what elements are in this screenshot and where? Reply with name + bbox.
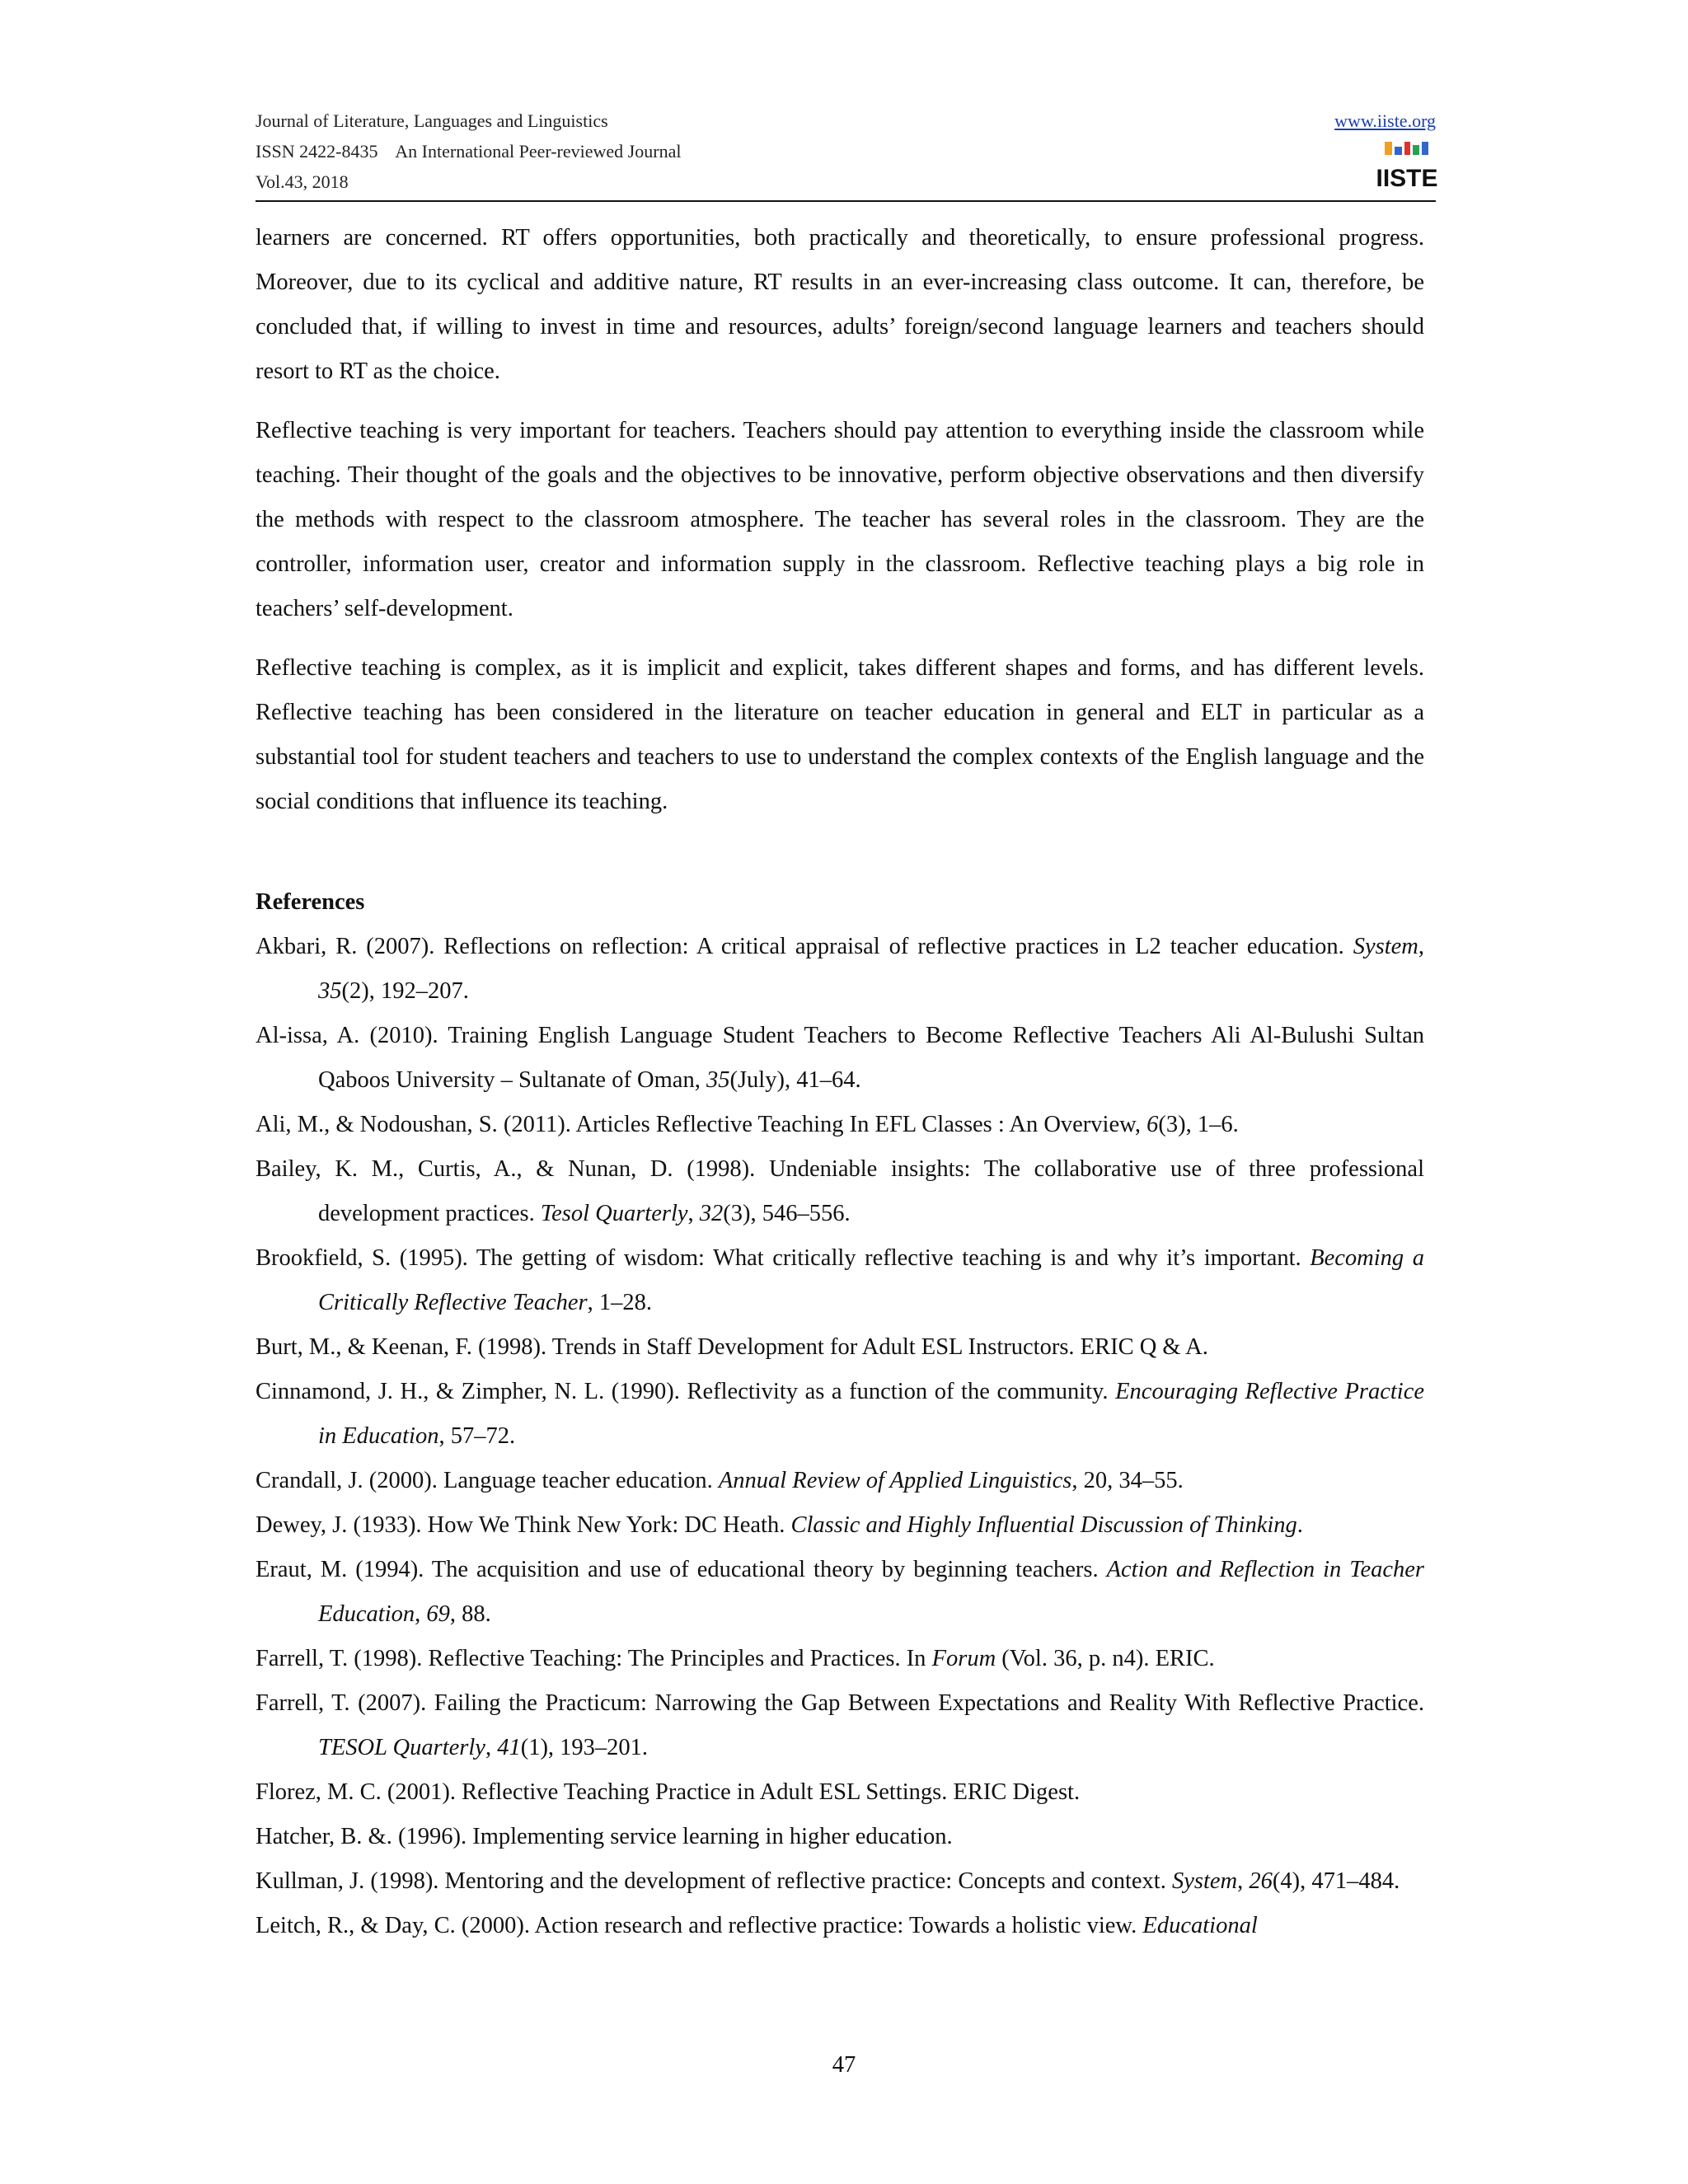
reference-entry	[256, 1503, 1424, 1548]
reference-entry	[256, 1014, 1424, 1103]
reference-entry	[256, 1147, 1424, 1236]
reference-text: Burt, M., & Keenan, F. (1998). Trends in Staff Development for Adult ESL Instructors. ERIC Q & A.	[256, 1334, 1208, 1360]
reference-text: Bailey, K. M., Curtis, A., & Nunan, D. (1998). Undeniable insights: The collaborative use of three professional development practices.	[256, 1156, 1424, 1226]
reference-italic: Annual Review of Applied Linguistics	[718, 1468, 1072, 1493]
reference-text: Dewey, J. (1933). How We Think New York: DC Heath.	[256, 1512, 791, 1538]
reference-text: ,	[485, 1735, 498, 1760]
reference-text: Brookfield, S. (1995). The getting of wisdom: What critically reflective teaching is and why it’s important.	[256, 1245, 1311, 1271]
reference-text: ,	[1237, 1868, 1250, 1894]
reference-italic: 32	[699, 1201, 724, 1226]
header-rule	[256, 200, 1436, 202]
reference-italic: System	[1171, 1868, 1238, 1894]
main-content	[256, 216, 1424, 1948]
body-paragraph: Reflective teaching is very important for teachers. Teachers should pay attention to everything inside the classroom while teaching. Their thought of the goals and the objectives to be innovative, perform objective observations and then diversify the methods with respect to the classroom atmosphere. The teacher has several roles in the classroom. They are the controller, information user, creator and information supply in the classroom. Reflective teaching plays a big role in teachers’ self-development.	[256, 418, 1424, 621]
reference-italic: Action and Reflection in Teacher Education	[318, 1557, 1424, 1627]
reference-italic: System	[1353, 934, 1418, 959]
reference-entry	[256, 1236, 1424, 1325]
reference-italic: TESOL Quarterly	[318, 1735, 485, 1760]
reference-italic: Becoming a Critically Reflective Teacher	[318, 1245, 1424, 1315]
reference-text: (3), 1–6.	[1158, 1112, 1239, 1137]
reference-text: (4), 471–484.	[1272, 1868, 1400, 1894]
reference-entry	[256, 1370, 1424, 1459]
reference-text: ,	[687, 1201, 700, 1226]
reference-italic: 41	[497, 1735, 521, 1760]
reference-italic: Tesol Quarterly	[540, 1201, 688, 1226]
reference-text: Al-issa, A. (2010). Training English Language Student Teachers to Become Reflective Teachers Ali Al-Bulushi Sultan Qaboos University – Sultanate of Oman,	[256, 1023, 1424, 1093]
reference-entry	[256, 1637, 1424, 1681]
reference-italic: Forum	[931, 1646, 996, 1671]
reference-text: (1), 193–201.	[520, 1735, 649, 1760]
reference-text: ,	[1418, 934, 1424, 959]
reference-italic: 35	[706, 1067, 730, 1093]
reference-text: Kullman, J. (1998). Mentoring and the development of reflective practice: Concepts and context.	[256, 1868, 1172, 1894]
reference-entry	[256, 1681, 1424, 1770]
reference-entry	[256, 1859, 1424, 1904]
reference-text: Farrell, T. (2007). Failing the Practicum: Narrowing the Gap Between Expectations and Reality With Reflective Practice.	[256, 1690, 1424, 1716]
issn-line: ISSN 2422-8435 An International Peer-reviewed Journal	[256, 141, 682, 162]
reference-entry	[256, 925, 1424, 1014]
volume-line: Vol.43, 2018	[256, 171, 349, 192]
journal-url-link[interactable]: www.iiste.org	[1334, 110, 1436, 131]
reference-text: Eraut, M. (1994). The acquisition and use of educational theory by beginning teachers.	[256, 1557, 1107, 1582]
reference-italic: 35	[318, 978, 342, 1004]
body-paragraph: Reflective teaching is complex, as it is implicit and explicit, takes different shapes and forms, and has different levels. Reflective teaching has been considered in the literature on teacher education in general and ELT in particular as a substantial tool for student teachers and teachers to use to understand the complex contexts of the English language and the social conditions that influence its teaching.	[256, 655, 1424, 814]
reference-text: Akbari, R. (2007). Reflections on reflection: A critical appraisal of reflective practices in L2 teacher education.	[256, 934, 1353, 959]
reference-italic: 6	[1146, 1112, 1159, 1137]
page-header	[256, 105, 1436, 198]
reference-text: Crandall, J. (2000). Language teacher education.	[256, 1468, 719, 1493]
reference-italic: Encouraging Reflective Practice in Education	[318, 1379, 1424, 1449]
reference-text: Leitch, R., & Day, C. (2000). Action research and reflective practice: Towards a holistic view.	[256, 1913, 1143, 1938]
page-number: 47	[832, 2052, 856, 2078]
iiste-logo	[1376, 140, 1438, 192]
reference-entry	[256, 1325, 1424, 1370]
reference-text: Farrell, T. (1998). Reflective Teaching: The Principles and Practices. In	[256, 1646, 932, 1671]
reference-italic: Classic and Highly Influential Discussion of Thinking	[790, 1512, 1297, 1538]
references-heading: References	[256, 889, 365, 915]
reference-text: (Vol. 36, p. n4). ERIC.	[996, 1646, 1215, 1671]
reference-text: , 57–72.	[438, 1423, 516, 1449]
reference-entry	[256, 1815, 1424, 1859]
reference-italic: 69	[426, 1601, 450, 1627]
journal-title: Journal of Literature, Languages and Linguistics	[256, 110, 608, 131]
svg-text:IISTE: IISTE	[1376, 165, 1438, 192]
body-paragraphs	[256, 216, 1424, 824]
reference-text: , 1–28.	[587, 1290, 652, 1315]
reference-text: Hatcher, B. &. (1996). Implementing service learning in higher education.	[256, 1824, 953, 1849]
reference-entry	[256, 1904, 1424, 1948]
references-list	[256, 925, 1424, 1948]
body-paragraph: learners are concerned. RT offers opportunities, both practically and theoretically, to ensure professional progress. Moreover, due to its cyclical and additive nature, RT results in an ever-increasing class outcome. It can, therefore, be concluded that, if willing to invest in time and resources, adults’ foreign/second language learners and teachers should resort to RT as the choice.	[256, 225, 1424, 384]
reference-text: (2), 192–207.	[341, 978, 469, 1004]
reference-text: , 88.	[449, 1601, 491, 1627]
reference-entry	[256, 1548, 1424, 1637]
reference-entry	[256, 1103, 1424, 1147]
reference-text: Ali, M., & Nodoushan, S. (2011). Articles Reflective Teaching In EFL Classes : An Overview,	[256, 1112, 1147, 1137]
reference-entry	[256, 1459, 1424, 1503]
reference-text: , 20, 34–55.	[1071, 1468, 1184, 1493]
reference-text: Cinnamond, J. H., & Zimpher, N. L. (1990). Reflectivity as a function of the community.	[256, 1379, 1116, 1404]
reference-italic: 26	[1249, 1868, 1273, 1894]
reference-text: .	[1296, 1512, 1303, 1538]
reference-text: (3), 546–556.	[723, 1201, 851, 1226]
reference-text: Florez, M. C. (2001). Reflective Teaching Practice in Adult ESL Settings. ERIC Digest.	[256, 1779, 1081, 1805]
reference-text: (July), 41–64.	[729, 1067, 861, 1093]
reference-entry	[256, 1770, 1424, 1815]
reference-italic: Educational	[1142, 1913, 1258, 1938]
reference-text: ,	[415, 1601, 427, 1627]
